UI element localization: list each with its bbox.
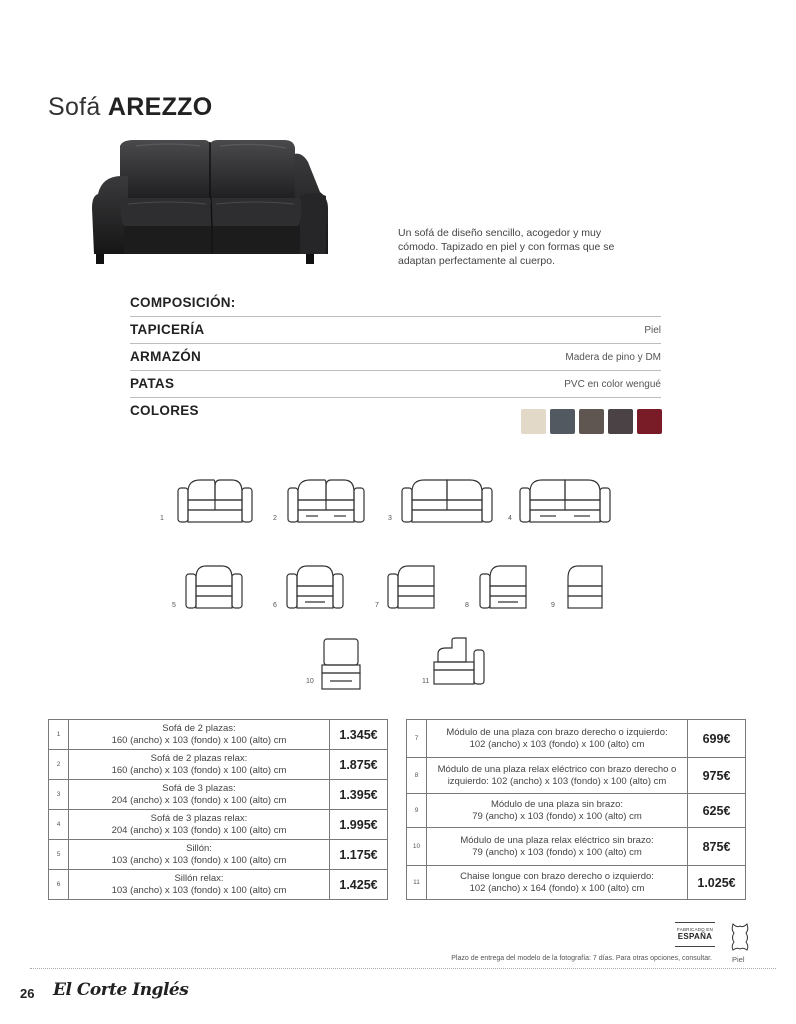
delivery-note: Plazo de entrega del modelo de la fotografía: 7 días. Para otras opciones, consultar. [451, 955, 712, 962]
diagram-modulo-relax-sin-brazo [318, 637, 364, 693]
diagram-sofa-2-plazas [176, 476, 254, 524]
diagram-sofa-2-plazas-relax [286, 476, 366, 524]
spec-label: ARMAZÓN [130, 349, 202, 364]
color-swatch-taupe[interactable] [579, 409, 604, 434]
item-price: 1.995€ [330, 810, 388, 840]
spec-row-armazon [130, 344, 661, 371]
item-description [69, 780, 330, 810]
spec-row-tapiceria [130, 317, 661, 344]
diagram-number: 7 [375, 602, 379, 609]
sofa-photo [88, 136, 340, 270]
item-description [69, 750, 330, 780]
diagram-number: 10 [306, 678, 314, 685]
item-number: 3 [49, 780, 69, 810]
item-price: 1.025€ [688, 866, 746, 900]
item-dims: 79 (ancho) x 103 (fondo) x 100 (alto) cm [472, 810, 642, 822]
leather-label: Piel [732, 955, 745, 964]
item-name: Sofá de 2 plazas: [162, 722, 236, 734]
diagram-modulo-brazo [386, 562, 438, 610]
diagram-sillon [184, 562, 244, 610]
item-dims: 103 (ancho) x 103 (fondo) x 100 (alto) cm [111, 854, 287, 866]
item-description [427, 758, 688, 794]
spec-value: Madera de pino y DM [565, 352, 661, 363]
item-dims: 204 (ancho) x 103 (fondo) x 100 (alto) cm [111, 824, 287, 836]
item-price: 1.395€ [330, 780, 388, 810]
item-dims: 103 (ancho) x 103 (fondo) x 100 (alto) cm [111, 884, 287, 896]
item-description [427, 794, 688, 828]
table-row [49, 840, 388, 870]
item-description [69, 870, 330, 900]
item-name: Módulo de una plaza sin brazo: [490, 798, 624, 810]
item-dims: 160 (ancho) x 103 (fondo) x 100 (alto) cm [111, 764, 287, 776]
diagram-number: 3 [388, 515, 392, 522]
spec-label: TAPICERÍA [130, 322, 205, 337]
diagram-sofa-3-plazas [400, 476, 494, 524]
diagram-number: 5 [172, 602, 176, 609]
item-number: 7 [407, 720, 427, 758]
title-bold: AREZZO [107, 93, 213, 121]
color-swatch-burgundy[interactable] [637, 409, 662, 434]
item-description [69, 840, 330, 870]
item-number: 9 [407, 794, 427, 828]
item-number: 2 [49, 750, 69, 780]
item-dims: izquierdo: 102 (ancho) x 103 (fondo) x 100 (alto) cm [447, 775, 667, 787]
color-swatches [521, 409, 662, 434]
item-name: Chaise longue con brazo derecho o izquierdo: [460, 870, 654, 882]
badge-small-text: FABRICADO EN [677, 927, 713, 932]
table-row [49, 870, 388, 900]
spec-label: PATAS [130, 376, 175, 391]
item-description [427, 828, 688, 866]
spec-value: PVC en color wengué [564, 379, 661, 390]
diagram-number: 9 [551, 602, 555, 609]
table-row [49, 780, 388, 810]
page-title [48, 93, 212, 122]
diagram-chaise-longue [432, 636, 488, 688]
item-number: 4 [49, 810, 69, 840]
diagram-number: 2 [273, 515, 277, 522]
product-description: Un sofá de diseño sencillo, acogedor y muy cómodo. Tapizado en piel y con formas que se adaptan perfectamente al cuerpo. [398, 227, 615, 267]
colors-label: COLORES [130, 403, 199, 418]
table-row [407, 866, 746, 900]
made-in-spain-badge [675, 922, 715, 947]
item-description [69, 810, 330, 840]
item-name: Módulo de una plaza relax eléctrico con brazo derecho o [437, 763, 677, 775]
table-row [407, 758, 746, 794]
item-number: 11 [407, 866, 427, 900]
brand-logo: El Corte Inglés [53, 980, 189, 1000]
diagram-number: 4 [508, 515, 512, 522]
price-table-right [406, 719, 746, 900]
item-price: 1.175€ [330, 840, 388, 870]
leather-hide-icon [729, 922, 751, 957]
table-row [407, 794, 746, 828]
item-number: 8 [407, 758, 427, 794]
item-description [69, 720, 330, 750]
diagram-number: 1 [160, 515, 164, 522]
composition-row [130, 290, 661, 317]
item-name: Sofá de 3 plazas: [162, 782, 236, 794]
diagram-modulo-sin-brazo [564, 562, 606, 610]
title-light: Sofá [48, 93, 101, 121]
item-number: 6 [49, 870, 69, 900]
table-row [407, 720, 746, 758]
item-price: 1.425€ [330, 870, 388, 900]
diagram-modulo-brazo-relax [478, 562, 530, 610]
item-dims: 160 (ancho) x 103 (fondo) x 100 (alto) cm [111, 734, 287, 746]
item-name: Sillón: [186, 842, 212, 854]
color-swatch-dark-grey[interactable] [608, 409, 633, 434]
footer-divider [30, 968, 776, 969]
item-name: Módulo de una plaza relax eléctrico sin brazo: [460, 834, 654, 846]
diagram-sillon-relax [285, 562, 345, 610]
item-price: 1.875€ [330, 750, 388, 780]
page-number: 26 [20, 986, 35, 1001]
item-price: 1.345€ [330, 720, 388, 750]
color-swatch-cream[interactable] [521, 409, 546, 434]
item-name: Sofá de 2 plazas relax: [150, 752, 248, 764]
composition-label: COMPOSICIÓN: [130, 295, 236, 310]
color-swatch-slate[interactable] [550, 409, 575, 434]
item-price: 625€ [688, 794, 746, 828]
table-row [49, 720, 388, 750]
item-dims: 102 (ancho) x 103 (fondo) x 100 (alto) cm [469, 738, 645, 750]
spec-row-patas [130, 371, 661, 398]
item-dims: 79 (ancho) x 103 (fondo) x 100 (alto) cm [472, 846, 642, 858]
item-description [427, 866, 688, 900]
item-name: Sofá de 3 plazas relax: [150, 812, 248, 824]
item-price: 875€ [688, 828, 746, 866]
item-number: 1 [49, 720, 69, 750]
item-price: 975€ [688, 758, 746, 794]
price-table-left [48, 719, 388, 900]
item-dims: 102 (ancho) x 164 (fondo) x 100 (alto) cm [469, 882, 645, 894]
diagram-number: 8 [465, 602, 469, 609]
item-description [427, 720, 688, 758]
table-row [407, 828, 746, 866]
item-number: 10 [407, 828, 427, 866]
diagram-number: 6 [273, 602, 277, 609]
diagram-sofa-3-plazas-relax [518, 476, 612, 524]
table-row [49, 750, 388, 780]
badge-big-text: ESPAÑA [677, 932, 713, 941]
table-row [49, 810, 388, 840]
item-name: Módulo de una plaza con brazo derecho o izquierdo: [446, 726, 668, 738]
item-name: Sillón relax: [174, 872, 224, 884]
item-price: 699€ [688, 720, 746, 758]
item-number: 5 [49, 840, 69, 870]
diagram-number: 11 [422, 678, 430, 685]
spec-value: Piel [644, 325, 661, 336]
item-dims: 204 (ancho) x 103 (fondo) x 100 (alto) cm [111, 794, 287, 806]
